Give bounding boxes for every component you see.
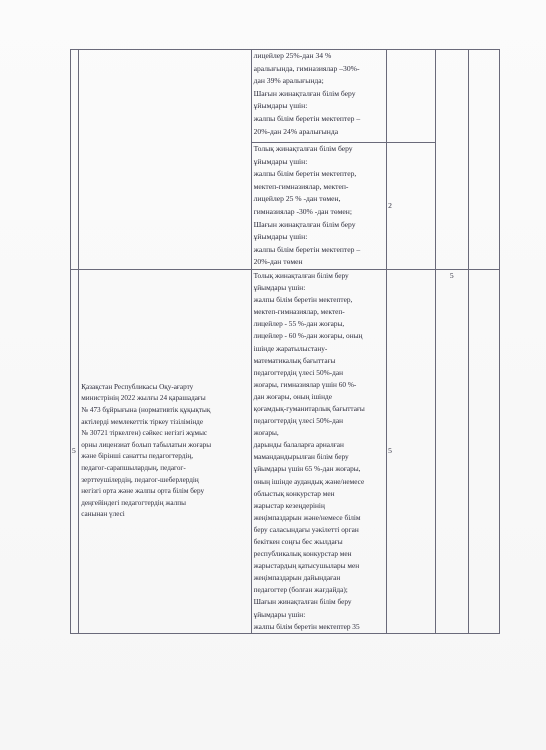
description-line: негізгі орта және жалпы орта білім беру <box>81 487 205 496</box>
criteria-line: қоғамдық-гуманитарлық бағыттағы <box>253 403 365 413</box>
cell-note <box>469 50 500 270</box>
description-line: педагог-сарапшылардың, педагог- <box>81 463 186 472</box>
indicator-description <box>79 269 251 633</box>
criteria-line: ұйымдары үшін 65 %-дан жоғары, <box>253 464 361 474</box>
criteria-line: жалпы білім беретін мектептер, <box>253 295 353 305</box>
cell-criteria <box>251 50 386 143</box>
cell-score <box>387 50 436 143</box>
criteria-line: педагогтер (болған жағдайда); <box>253 585 348 595</box>
criteria-line: мектеп-гимназиялар, мектеп- <box>253 181 349 191</box>
description-line: министрінің 2022 жылғы 24 қарашадағы <box>81 394 206 403</box>
criteria-line: педагогтердің үлесі 50%-дан <box>253 367 343 377</box>
criteria-line: жоғары, гимназиялар үшін 60 %- <box>253 379 357 389</box>
cell-note <box>469 269 500 633</box>
criteria-line: мектеп-гимназиялар, мектеп- <box>253 307 345 317</box>
description-line: № 30721 тіркелген) сәйкес негізгі жұмыс <box>81 429 208 438</box>
criteria-line: жеңімпаздарын дайындаған <box>253 573 341 583</box>
description-line: санынан үлесі <box>81 510 125 519</box>
cell-criteria <box>251 269 386 633</box>
criteria-line: дан 39% аралығында; <box>253 76 324 86</box>
criteria-line: аралығында, гимназиялар –30%- <box>253 63 360 73</box>
criteria-line: республикалық конкурстар мен <box>253 549 352 559</box>
description-line: зерттеушілердің, педагог-шеберлердің <box>81 475 199 484</box>
criteria-line: гимназиялар -30% -дан төмен; <box>253 206 352 216</box>
description-line: № 473 бұйрығына (нормативтік құқықтық <box>81 405 211 414</box>
criteria-line: жарыстардың қатысушылары мен <box>253 561 360 571</box>
criteria-line: мамандандырылған білім беру <box>253 452 349 462</box>
criteria-line: жалпы білім беретін мектептер 35 <box>253 621 360 631</box>
criteria-line: лицейлер 25 % -дан төмен, <box>253 194 341 204</box>
criteria-line: жалпы білім беретін мектептер, <box>253 169 357 179</box>
criteria-line: облыстық конкурстар мен <box>253 488 335 498</box>
criteria-line: жоғары, <box>253 428 279 438</box>
criteria-line: жарыстар кезеңдерінің <box>253 500 325 510</box>
description-line: орны лицензиат болып табылатын жоғары <box>81 440 212 449</box>
criteria-line: дарынды балаларға арналған <box>253 440 344 450</box>
criteria-line: бекіткен соңғы бес жылдағы <box>253 537 343 546</box>
description-line: Қазақстан Республикасы Оқу-ағарту <box>81 382 194 391</box>
criteria-line: ұйымдары үшін: <box>253 232 308 242</box>
criteria-line: ұйымдары үшін: <box>253 609 306 619</box>
criteria-table <box>70 49 500 634</box>
description-line: деңгейіндегі педагогтердің жалпы <box>81 498 186 507</box>
criteria-line: 20%-дан төмен <box>253 257 303 267</box>
criteria-line: Толық жинақталған білім беру <box>253 144 353 153</box>
criteria-line: лицейлер - 55 %-дан жоғары, <box>253 319 345 329</box>
criteria-line: дан жоғары, оның ішінде <box>253 391 332 401</box>
score-value: 5 <box>387 269 436 633</box>
criteria-line: 20%-дан 24% аралығында <box>253 126 339 136</box>
criteria-line: ұйымдары үшін: <box>253 101 308 111</box>
criteria-line: ішінде жаратылыстану- <box>253 343 328 353</box>
cell-score-max <box>436 50 469 270</box>
criteria-line: лицейлер 25%-дан 34 % <box>253 51 332 60</box>
description-line: актілерді мемлекеттік тіркеу тізілімінде <box>81 417 204 426</box>
description-line: және бірінші санатты педагогтердің, <box>81 452 194 461</box>
score-value: 2 <box>387 143 436 270</box>
criteria-line: Шағын жинақталған білім беру <box>253 219 356 229</box>
criteria-line: Толық жинақталған білім беру <box>253 270 349 280</box>
criteria-line: жеңімпаздарын және/немесе білім <box>253 512 361 522</box>
criteria-line: оның ішінде аудандық және/немесе <box>253 476 365 486</box>
criteria-line: математикалық бағыттағы <box>253 355 336 365</box>
cell-indicator <box>79 50 251 270</box>
criteria-line: жалпы білім беретін мектептер – <box>253 113 361 123</box>
criteria-line: Шағын жинақталған білім беру <box>253 88 356 98</box>
criteria-line: педагогтердің үлесі 50%-дан <box>253 416 343 426</box>
table-row <box>71 269 500 633</box>
row-number: 5 <box>71 269 79 633</box>
table-row <box>71 50 500 143</box>
criteria-line: беру саласындағы уәкілетті орган <box>253 524 359 534</box>
cell-number <box>71 50 79 270</box>
max-score-value: 5 <box>436 269 469 633</box>
criteria-line: ұйымдары үшін: <box>253 156 308 166</box>
criteria-line: жалпы білім беретін мектептер – <box>253 244 361 254</box>
cell-criteria <box>251 143 386 270</box>
criteria-line: Шағын жинақталған білім беру <box>253 597 352 607</box>
criteria-line: ұйымдары үшін: <box>253 283 306 293</box>
criteria-line: лицейлер - 60 %-дан жоғары, оның <box>253 331 363 341</box>
